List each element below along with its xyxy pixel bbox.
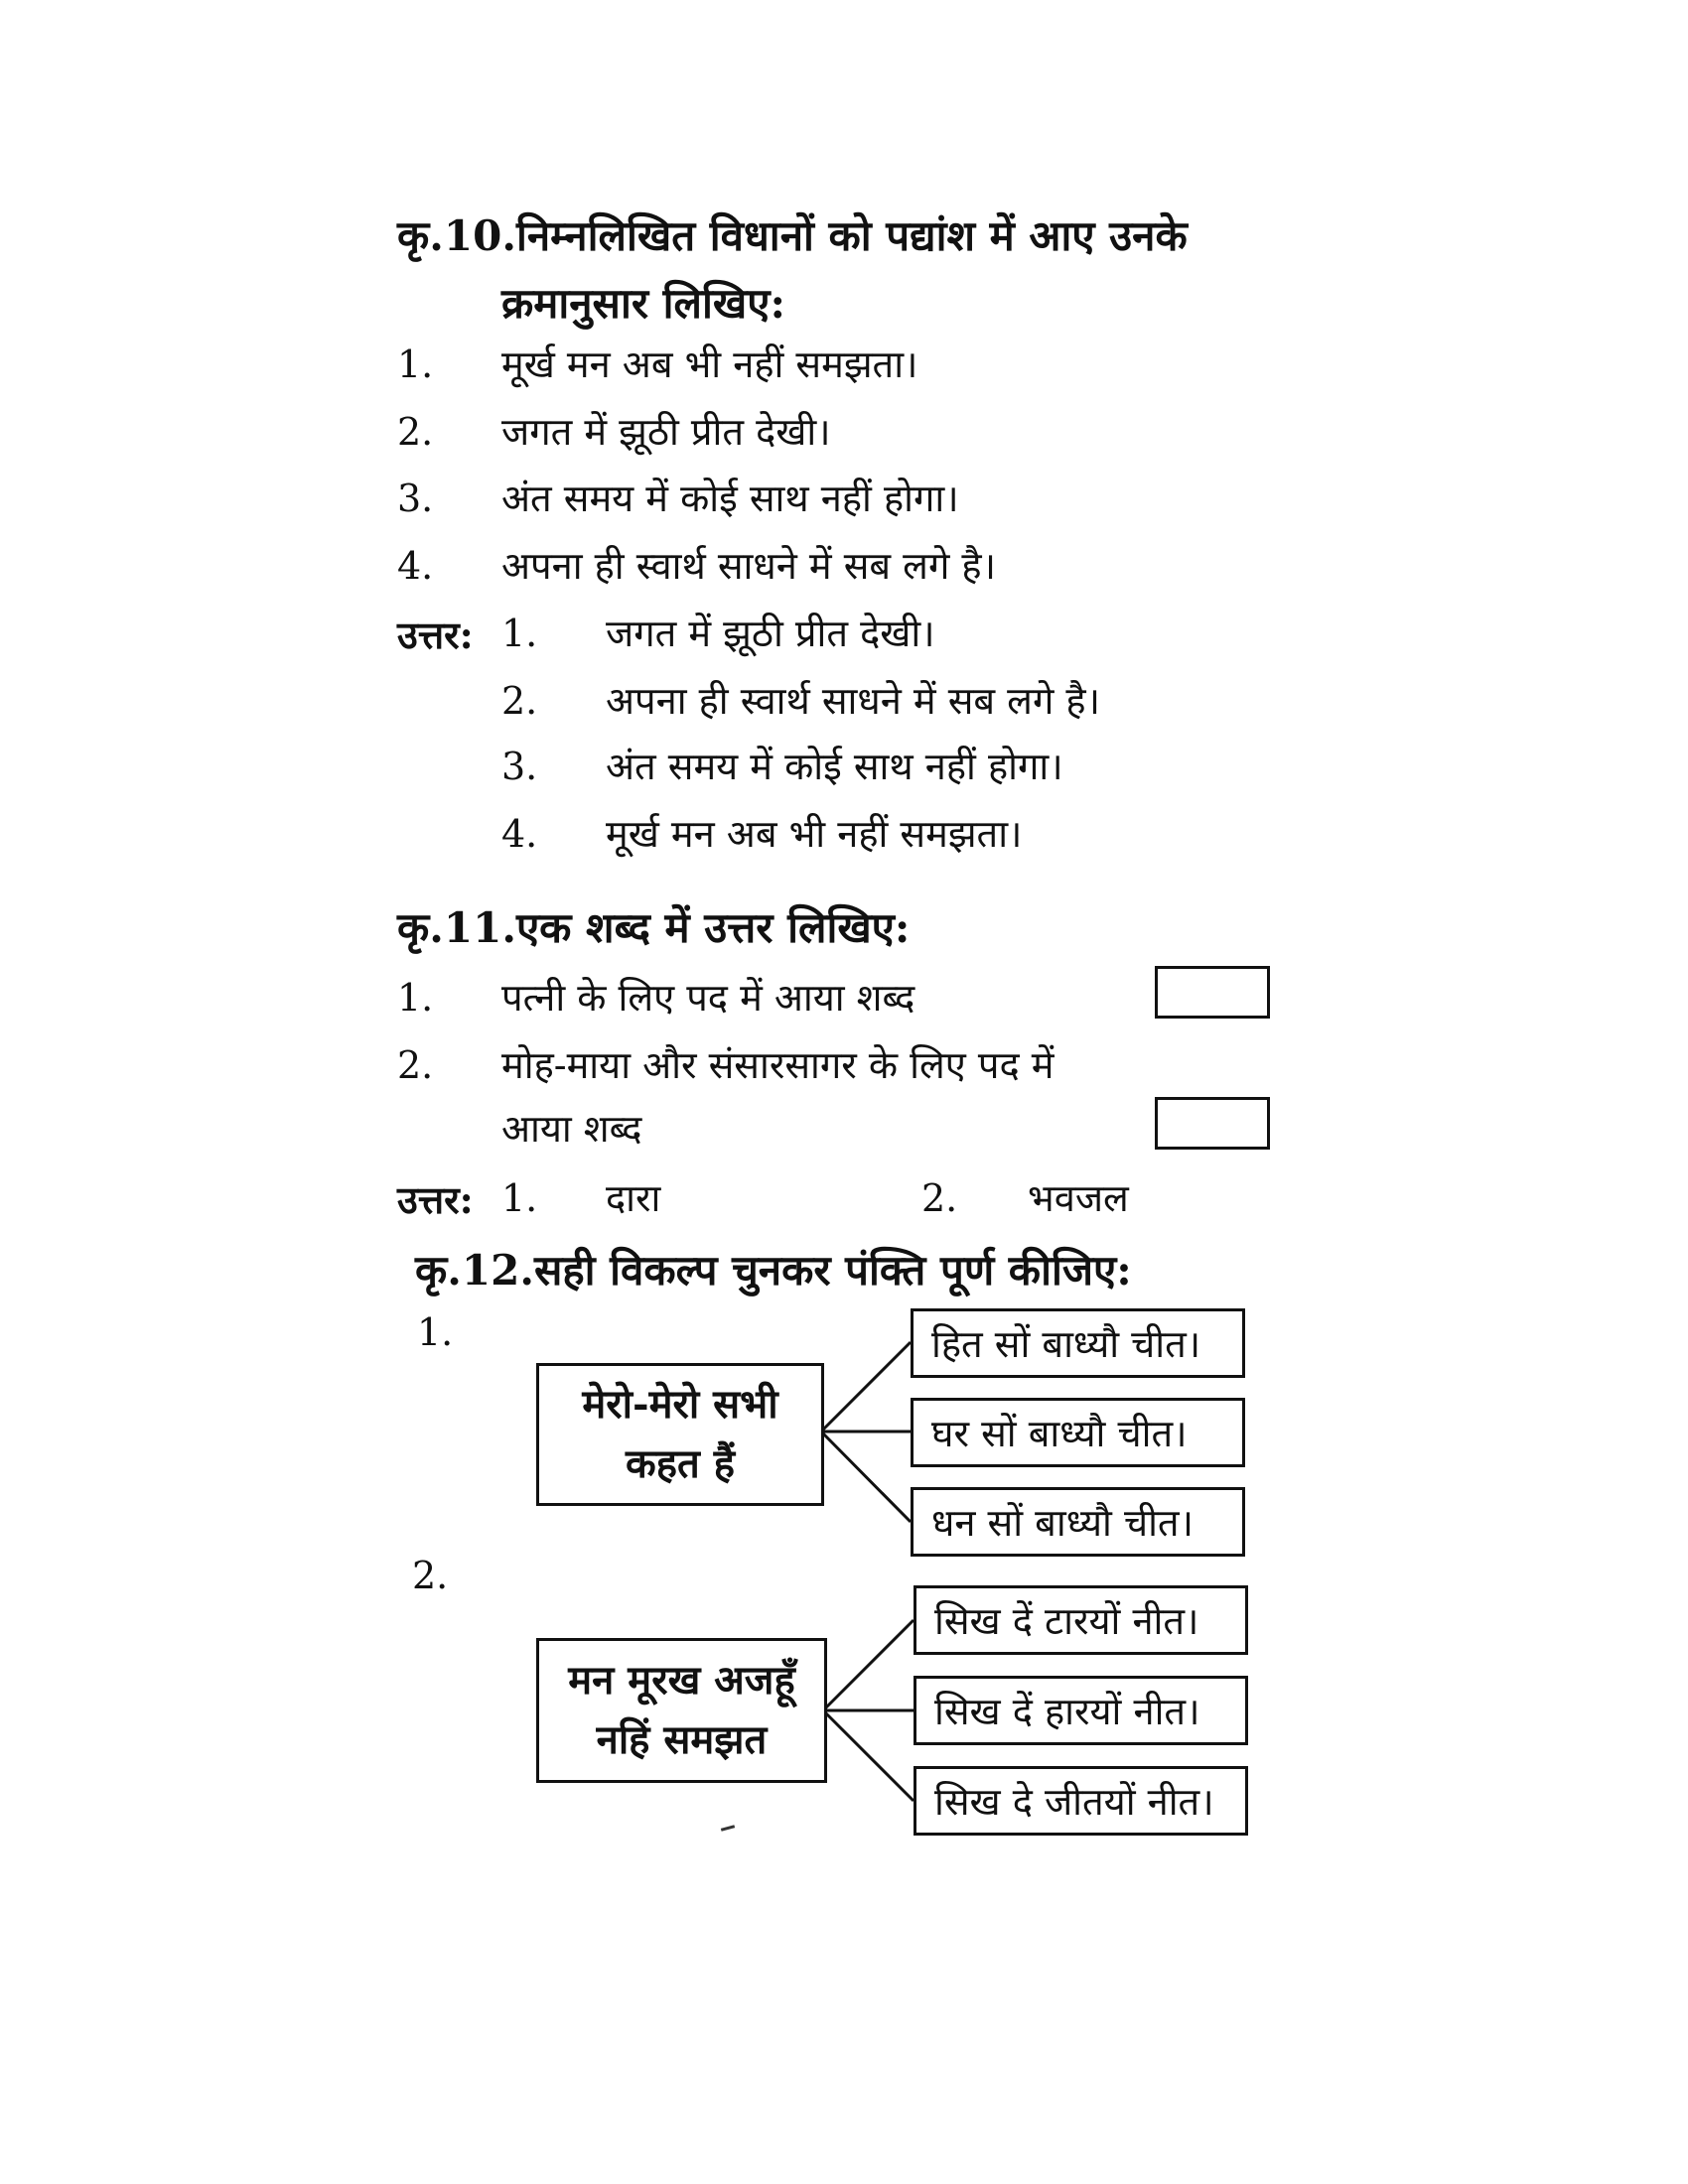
option-text: घर सों बाध्यौ चीत। [931, 1412, 1188, 1455]
q11-title: कृ.11.एक शब्द में उत्तर लिखिए: [397, 903, 911, 952]
connector-line [821, 1342, 911, 1432]
stem-text-cont: कहत हैं [626, 1440, 735, 1487]
q12-stem-box [536, 1363, 824, 1506]
q10-answer-label: उत्तर: [397, 613, 474, 657]
q10-answer-num: 4. [501, 812, 538, 856]
q10-item-text: मूर्ख मन अब भी नहीं समझता। [501, 342, 918, 386]
q10-item-text: अंत समय में कोई साथ नहीं होगा। [501, 477, 959, 520]
q11-answer-text: भवजल [1028, 1176, 1129, 1220]
stem-text-cont: नहिं समझत [596, 1716, 768, 1763]
q11-item-text: मोह-माया और संसारसागर के लिए पद में [501, 1043, 1055, 1087]
connector-line [821, 1432, 911, 1522]
stem-text: मेरो-मेरो सभी [582, 1381, 778, 1428]
q12-option-box[interactable] [911, 1487, 1245, 1557]
q12-option-box[interactable] [911, 1398, 1245, 1467]
q11-answer-label: उत्तर: [397, 1177, 474, 1222]
option-text: धन सों बाध्यौ चीत। [931, 1501, 1194, 1545]
q11-answer-text: दारा [606, 1176, 661, 1220]
q10-answer-num: 2. [501, 679, 538, 723]
q10-title-cont: क्रमानुसार लिखिए: [501, 279, 785, 328]
q10-item-num: 1. [397, 342, 434, 386]
q11-answer-num: 1. [501, 1176, 538, 1220]
q11-item-num: 2. [397, 1043, 434, 1087]
option-text: सिख दें हारयों नीत। [934, 1690, 1200, 1733]
connector-line [823, 1710, 914, 1801]
q10-answer-text: अपना ही स्वार्थ साधने में सब लगे है। [606, 679, 1100, 723]
q11-item-text-cont: आया शब्द [501, 1107, 642, 1151]
q12-item-num: 1. [417, 1310, 454, 1354]
q12-item-num: 2. [412, 1554, 449, 1597]
option-text: सिख दें टारयों नीत। [934, 1599, 1199, 1643]
q12-option-box[interactable] [914, 1585, 1248, 1655]
connector-line [823, 1620, 914, 1710]
q10-item-text: जगत में झूठी प्रीत देखी। [501, 410, 831, 454]
q12-option-box[interactable] [914, 1766, 1248, 1836]
q10-item-text: अपना ही स्वार्थ साधने में सब लगे है। [501, 544, 996, 588]
q10-item-num: 2. [397, 410, 434, 454]
q10-answer-num: 1. [501, 612, 538, 655]
q10-answer-text: मूर्ख मन अब भी नहीं समझता। [606, 812, 1023, 856]
q11-item-text: पत्नी के लिए पद में आया शब्द [501, 976, 915, 1020]
q11-answer-num: 2. [921, 1176, 958, 1220]
q10-item-num: 3. [397, 477, 434, 520]
q10-title: कृ.10.निम्नलिखित विधानों को पद्यांश में आए उनके [397, 211, 1188, 260]
option-text: हित सों बाध्यौ चीत। [931, 1322, 1201, 1366]
stem-text: मन मूरख अजहूँ [568, 1657, 795, 1704]
q12-option-box[interactable] [911, 1308, 1245, 1378]
q10-item-num: 4. [397, 544, 434, 588]
q11-item-num: 1. [397, 976, 434, 1020]
option-text: सिख दे जीतयों नीत। [934, 1780, 1214, 1824]
q12-stem-box [536, 1638, 827, 1783]
q12-option-box[interactable] [914, 1676, 1248, 1745]
q10-answer-text: जगत में झूठी प्रीत देखी। [606, 612, 935, 655]
q12-title: कृ.12.सही विकल्प चुनकर पंक्ति पूर्ण कीजिए: [415, 1246, 1132, 1295]
q10-answer-text: अंत समय में कोई साथ नहीं होगा। [606, 745, 1063, 788]
q10-answer-num: 3. [501, 745, 538, 788]
